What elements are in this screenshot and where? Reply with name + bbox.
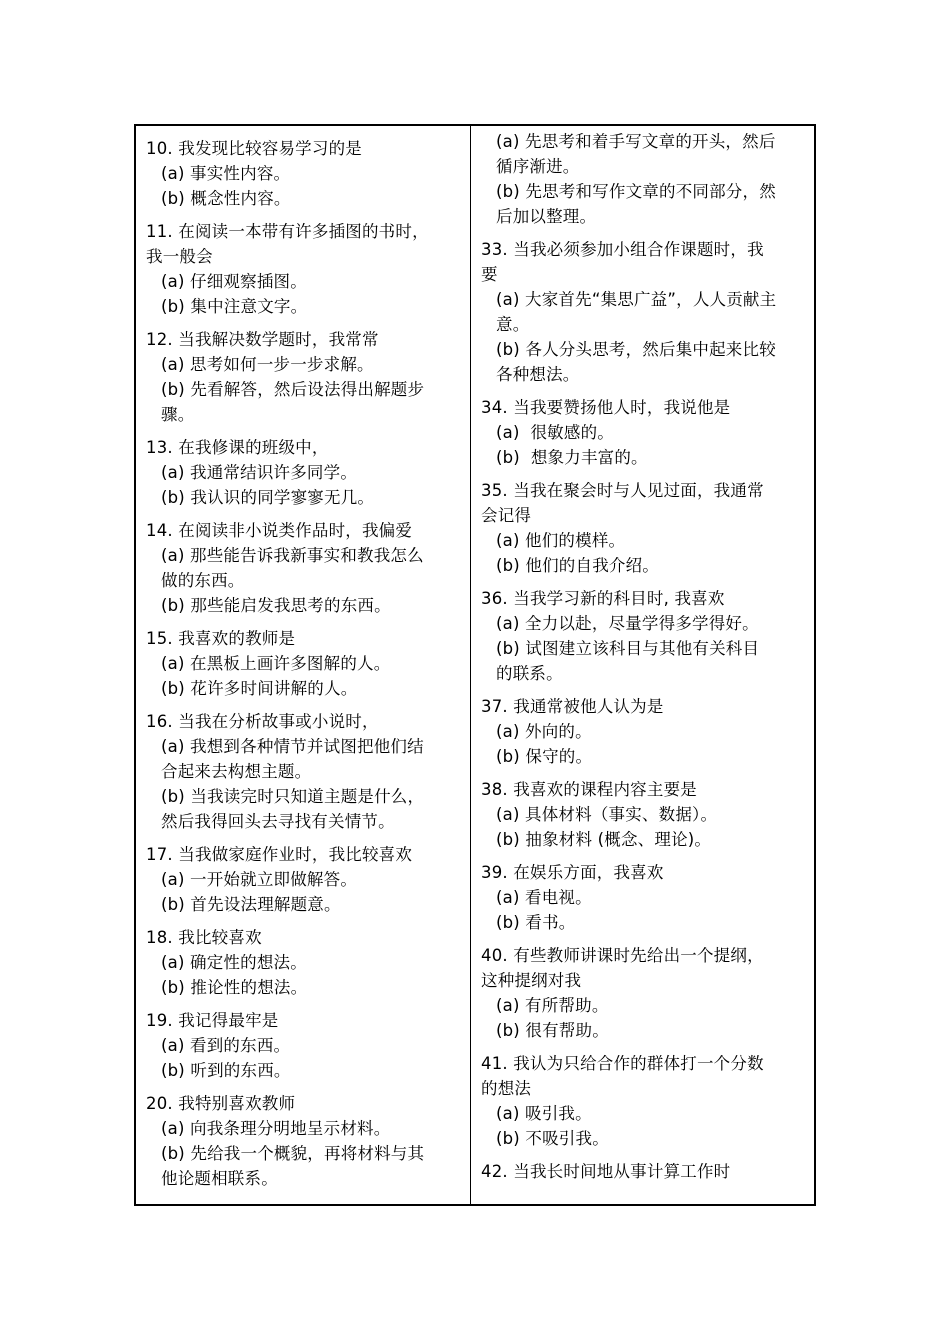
questionnaire-table	[134, 124, 816, 1206]
answer-option: 他论题相联系。	[161, 1169, 278, 1188]
question-text: 39. 在娱乐方面，我喜欢	[481, 863, 664, 882]
question-block	[481, 237, 808, 387]
answer-option: (a) 吸引我。	[496, 1104, 592, 1123]
answer-option: (a) 先思考和着手写文章的开头，然后	[496, 132, 776, 151]
answer-option: (a) 外向的。	[496, 722, 592, 741]
question-block	[146, 435, 464, 510]
question-block	[146, 136, 464, 211]
question-text: 33. 当我必须参加小组合作课题时，我	[481, 240, 764, 259]
question-text: 37. 我通常被他人认为是	[481, 697, 664, 716]
question-text: 17. 当我做家庭作业时，我比较喜欢	[146, 845, 413, 864]
question-text: 38. 我喜欢的课程内容主要是	[481, 780, 697, 799]
question-block	[481, 1051, 808, 1151]
question-text: 12. 当我解决数学题时，我常常	[146, 330, 379, 349]
question-text: 42. 当我长时间地从事计算工作时	[481, 1162, 731, 1181]
answer-option: 做的东西。	[161, 571, 245, 590]
answer-option: (b) 试图建立该科目与其他有关科目	[496, 639, 760, 658]
question-block	[481, 777, 808, 852]
question-block	[481, 395, 808, 470]
answer-option: (a) 他们的模样。	[496, 531, 626, 550]
answer-option: (a) 向我条理分明地呈示材料。	[161, 1119, 391, 1138]
answer-option: (b) 先给我一个概貌，再将材料与其	[161, 1144, 425, 1163]
answer-option: (a) 一开始就立即做解答。	[161, 870, 358, 889]
question-text: 36. 当我学习新的科目时, 我喜欢	[481, 589, 725, 608]
question-block	[146, 518, 464, 618]
answer-option: (a) 在黑板上画许多图解的人。	[161, 654, 391, 673]
answer-option: (b) 想象力丰富的。	[496, 448, 648, 467]
answer-option: (a) 我通常结识许多同学。	[161, 463, 358, 482]
answer-option: 后加以整理。	[496, 207, 597, 226]
question-block	[146, 709, 464, 834]
question-text: 10. 我发现比较容易学习的是	[146, 139, 362, 158]
question-text: 的想法	[481, 1079, 532, 1098]
question-text: 13. 在我修课的班级中，	[146, 438, 329, 457]
question-text: 40. 有些教师讲课时先给出一个提纲，	[481, 946, 764, 965]
answer-option: (a) 我想到各种情节并试图把他们结	[161, 737, 424, 756]
right-column	[471, 126, 814, 1204]
question-text: 41. 我认为只给合作的群体打一个分数	[481, 1054, 764, 1073]
question-text: 18. 我比较喜欢	[146, 928, 262, 947]
answer-option: (a) 事实性内容。	[161, 164, 291, 183]
question-block	[146, 327, 464, 427]
question-text: 要	[481, 265, 498, 284]
question-block	[146, 1008, 464, 1083]
answer-option: (a) 确定性的想法。	[161, 953, 307, 972]
answer-option: 合起来去构想主题。	[161, 762, 312, 781]
answer-option: (b) 推论性的想法。	[161, 978, 308, 997]
question-block	[481, 129, 808, 229]
answer-option: (a) 大家首先“集思广益”，人人贡献主	[496, 290, 777, 309]
answer-option: (b) 不吸引我。	[496, 1129, 609, 1148]
answer-option: 骤。	[161, 405, 195, 424]
answer-option: (a) 那些能告诉我新事实和教我怎么	[161, 546, 424, 565]
answer-option: (b) 听到的东西。	[161, 1061, 291, 1080]
answer-option: (a) 看电视。	[496, 888, 592, 907]
question-block	[146, 626, 464, 701]
question-block	[481, 860, 808, 935]
answer-option: (b) 看书。	[496, 913, 576, 932]
answer-option: (a) 仔细观察插图。	[161, 272, 307, 291]
answer-option: (b) 我认识的同学寥寥无几。	[161, 488, 375, 507]
answer-option: (b) 很有帮助。	[496, 1021, 609, 1040]
question-text: 这种提纲对我	[481, 971, 582, 990]
question-block	[146, 925, 464, 1000]
question-text: 34. 当我要赞扬他人时，我说他是	[481, 398, 731, 417]
answer-option: (b) 抽象材料 (概念、理论)。	[496, 830, 712, 849]
answer-option: (b) 先思考和写作文章的不同部分，然	[496, 182, 776, 201]
answer-option: (b) 保守的。	[496, 747, 593, 766]
question-block	[481, 478, 808, 578]
answer-option: (a) 全力以赴，尽量学得多学得好。	[496, 614, 759, 633]
answer-option: (b) 他们的自我介绍。	[496, 556, 659, 575]
question-text: 16. 当我在分析故事或小说时，	[146, 712, 379, 731]
answer-option: (a) 思考如何一步一步求解。	[161, 355, 374, 374]
answer-option: 循序渐进。	[496, 157, 580, 176]
question-text: 15. 我喜欢的教师是	[146, 629, 296, 648]
answer-option: (a) 看到的东西。	[161, 1036, 291, 1055]
answer-option: (b) 集中注意文字。	[161, 297, 308, 316]
answer-option: (b) 概念性内容。	[161, 189, 291, 208]
question-block	[481, 586, 808, 686]
question-block	[481, 694, 808, 769]
question-block	[146, 1091, 464, 1191]
answer-option: (b) 那些能启发我思考的东西。	[161, 596, 391, 615]
question-text: 20. 我特别喜欢教师	[146, 1094, 296, 1113]
answer-option: (b) 首先设法理解题意。	[161, 895, 341, 914]
answer-option: (b) 先看解答，然后设法得出解题步	[161, 380, 425, 399]
question-block	[481, 943, 808, 1043]
answer-option: 意。	[496, 315, 530, 334]
question-text: 11. 在阅读一本带有许多插图的书时，	[146, 222, 429, 241]
question-text: 我一般会	[146, 247, 213, 266]
question-text: 14. 在阅读非小说类作品时，我偏爱	[146, 521, 413, 540]
answer-option: (b) 花许多时间讲解的人。	[161, 679, 358, 698]
answer-option: (a) 具体材料（事实、数据）。	[496, 805, 718, 824]
left-column	[136, 126, 471, 1204]
answer-option: (a) 很敏感的。	[496, 423, 614, 442]
question-text: 19. 我记得最牢是	[146, 1011, 279, 1030]
question-text: 35. 当我在聚会时与人见过面，我通常	[481, 481, 764, 500]
question-block	[146, 842, 464, 917]
answer-option: (b) 各人分头思考，然后集中起来比较	[496, 340, 776, 359]
answer-option: 的联系。	[496, 664, 563, 683]
answer-option: (b) 当我读完时只知道主题是什么，	[161, 787, 425, 806]
question-block	[481, 1159, 808, 1184]
answer-option: 然后我得回头去寻找有关情节。	[161, 812, 395, 831]
answer-option: (a) 有所帮助。	[496, 996, 609, 1015]
question-block	[146, 219, 464, 319]
question-text: 会记得	[481, 506, 532, 525]
answer-option: 各种想法。	[496, 365, 580, 384]
